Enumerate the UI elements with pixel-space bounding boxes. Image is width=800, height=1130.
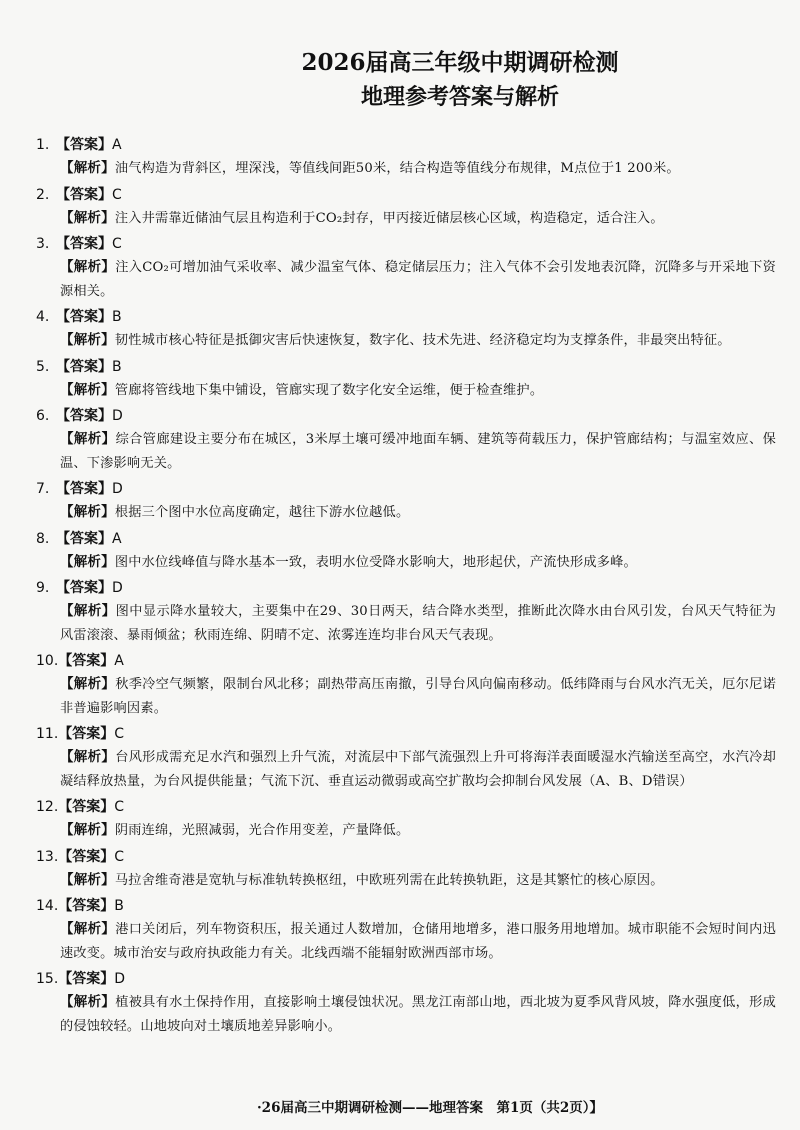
answer-value: B <box>112 358 122 375</box>
answer-line <box>36 528 776 551</box>
answer-line <box>36 846 776 869</box>
analysis-text <box>60 256 776 303</box>
analysis-label: 【解析】 <box>60 603 116 619</box>
answer-label: 【答案】 <box>58 898 115 914</box>
answer-item <box>36 405 776 475</box>
answer-line <box>36 233 776 256</box>
title-line-2: 地理参考答案与解析 <box>360 84 559 110</box>
analysis-label: 【解析】 <box>60 504 115 520</box>
analysis-body: 港口关闭后，列车物资积压，报关通过人数增加，仓储用地增多，港口服务用地增加。城市职能不会短时间内迅速改变。城市治安与政府执政能力有关。北线西端不能辐射欧洲西部市场。 <box>60 922 776 961</box>
answer-label: 【答案】 <box>56 481 112 497</box>
answer-item <box>36 478 776 525</box>
analysis-text <box>60 869 776 893</box>
answer-list <box>36 134 776 1038</box>
answer-line <box>36 478 776 501</box>
answer-value: C <box>114 799 125 815</box>
answer-value: C <box>112 186 122 203</box>
analysis-body: 图中显示降水量较大，主要集中在29、30日两天，结合降水类型，推断此次降水由台风引发，台风天气特征为风雷滚滚、暴雨倾盆；秋雨连绵、阴晴不定、浓雾连连均非台风天气表现。 <box>60 604 776 643</box>
question-number: 11. <box>36 726 59 742</box>
answer-value: C <box>114 848 125 865</box>
analysis-body: 综合管廊建设主要分布在城区，3米厚土壤可缓冲地面车辆、建筑等荷载压力，保护管廊结构；与温室效应、保温、下渗影响无关。 <box>60 432 776 471</box>
question-number: 3. <box>36 236 50 252</box>
answer-line <box>36 306 776 329</box>
answer-label: 【答案】 <box>58 653 115 669</box>
analysis-body: 秋季冷空气频繁，限制台风北移；副热带高压南撤，引导台风向偏南移动。低纬降雨与台风水汽无关，厄尔尼诺非普遍影响因素。 <box>60 677 776 716</box>
answer-label: 【答案】 <box>58 726 115 742</box>
answer-value: D <box>112 481 123 497</box>
answer-item <box>36 577 776 647</box>
analysis-body: 管廊将管线地下集中铺设，管廊实现了数字化安全运维，便于检查维护。 <box>114 382 544 398</box>
answer-label: 【答案】 <box>56 186 112 203</box>
answer-line <box>36 968 776 991</box>
question-number: 9. <box>36 580 50 596</box>
answer-line <box>36 650 776 673</box>
analysis-text <box>60 673 776 720</box>
analysis-text <box>60 600 776 647</box>
answer-item <box>36 233 776 303</box>
title-line-1: 2026届高三年级中期调研检测 <box>301 49 619 76</box>
answer-item <box>36 528 776 575</box>
answer-label: 【答案】 <box>56 309 112 325</box>
answer-value: C <box>114 726 125 742</box>
analysis-body: 根据三个图中水位高度确定，越往下游水位越低。 <box>114 505 410 520</box>
analysis-body: 注入CO₂可增加油气采收率、减少温室气体、稳定储层压力；注入气体不会引发地表沉降，沉降多与开采地下资源相关。 <box>60 260 776 299</box>
answer-label: 【答案】 <box>56 137 112 153</box>
analysis-text <box>60 991 776 1038</box>
analysis-body: 阴雨连绵，光照减弱，光合作用变差，产量降低。 <box>114 823 410 838</box>
answer-value: B <box>112 309 122 325</box>
analysis-label: 【解析】 <box>60 381 115 398</box>
answer-item <box>36 968 776 1038</box>
analysis-body: 植被具有水土保持作用，直接影响土壤侵蚀状况。黑龙江南部山地，西北坡为夏季风背风坡，降水强度低，形成的侵蚀较轻。山地坡向对土壤质地差异影响小。 <box>60 995 776 1034</box>
analysis-label: 【解析】 <box>60 332 115 348</box>
answer-line <box>36 577 776 600</box>
answer-line <box>36 405 776 428</box>
answer-label: 【答案】 <box>58 799 115 815</box>
answer-line <box>36 134 776 157</box>
analysis-label: 【解析】 <box>60 676 116 692</box>
answer-value: B <box>114 898 124 914</box>
answer-label: 【答案】 <box>56 408 112 424</box>
answer-value: A <box>112 137 122 153</box>
question-number: 1. <box>36 137 50 153</box>
answer-item <box>36 723 776 793</box>
analysis-label: 【解析】 <box>60 431 116 447</box>
question-number: 6. <box>36 408 50 424</box>
analysis-label: 【解析】 <box>60 160 115 176</box>
question-number: 12. <box>36 799 59 815</box>
answer-item <box>36 796 776 843</box>
question-number: 14. <box>36 898 59 914</box>
answer-label: 【答案】 <box>58 848 115 865</box>
answer-item <box>36 846 776 893</box>
analysis-text <box>60 207 776 231</box>
analysis-text <box>60 329 776 353</box>
answer-value: D <box>112 408 123 424</box>
question-number: 8. <box>36 530 50 547</box>
analysis-label: 【解析】 <box>60 921 116 937</box>
answer-label: 【答案】 <box>58 971 115 987</box>
analysis-text <box>60 746 776 793</box>
analysis-label: 【解析】 <box>60 994 116 1010</box>
analysis-label: 【解析】 <box>60 209 115 226</box>
page-footer: ·26届高三中期调研检测——地理答案 第1页（共2页）】 <box>256 1100 604 1116</box>
answer-item <box>36 356 776 403</box>
answer-value: A <box>114 653 124 669</box>
analysis-body: 油气构造为背斜区，埋深浅，等值线间距50米，结合构造等值线分布规律，M点位于1 200米。 <box>114 161 680 176</box>
analysis-body: 台风形成需充足水汽和强烈上升气流，对流层中下部气流强烈上升可将海洋表面暖湿水汽输送至高空，水汽冷却凝结释放热量，为台风提供能量；气流下沉、垂直运动微弱或高空扩散均会抑制台风发展（A、B、D错误） <box>60 750 776 789</box>
analysis-body: 注入井需靠近储油气层且构造利于CO₂封存，甲丙接近储层核心区域，构造稳定，适合注入。 <box>114 210 664 226</box>
analysis-text <box>60 379 776 403</box>
answer-item <box>36 184 776 231</box>
question-number: 7. <box>36 481 50 497</box>
analysis-label: 【解析】 <box>60 749 116 765</box>
analysis-label: 【解析】 <box>60 871 115 888</box>
analysis-text <box>60 501 776 525</box>
question-number: 4. <box>36 309 50 325</box>
answer-line <box>36 356 776 379</box>
analysis-label: 【解析】 <box>60 822 115 838</box>
analysis-text <box>60 428 776 475</box>
analysis-label: 【解析】 <box>60 553 115 570</box>
answer-line <box>36 796 776 819</box>
analysis-text <box>60 157 776 181</box>
answer-value: D <box>112 580 123 596</box>
answer-item <box>36 650 776 720</box>
question-number: 2. <box>36 186 50 203</box>
answer-label: 【答案】 <box>56 236 112 252</box>
question-number: 10. <box>36 653 59 669</box>
question-number: 15. <box>36 971 59 987</box>
answer-label: 【答案】 <box>56 530 112 547</box>
analysis-text <box>60 551 776 575</box>
answer-line <box>36 184 776 207</box>
answer-label: 【答案】 <box>56 358 112 375</box>
answer-item <box>36 134 776 181</box>
analysis-text <box>60 819 776 843</box>
answer-item <box>36 306 776 353</box>
answer-item <box>36 895 776 965</box>
question-number: 5. <box>36 358 50 375</box>
question-number: 13. <box>36 848 59 865</box>
answer-value: D <box>114 971 126 987</box>
answer-line <box>36 723 776 746</box>
analysis-body: 马拉舍维奇港是宽轨与标准轨转换枢纽，中欧班列需在此转换轨距，这是其繁忙的核心原因。 <box>114 872 664 888</box>
analysis-body: 图中水位线峰值与降水基本一致，表明水位受降水影响大，地形起伏，产流快形成多峰。 <box>114 554 637 570</box>
analysis-body: 韧性城市核心特征是抵御灾害后快速恢复，数字化、技术先进、经济稳定均为支撑条件，非最突出特征。 <box>114 333 731 348</box>
analysis-text <box>60 918 776 965</box>
answer-line <box>36 895 776 918</box>
answer-value: A <box>112 530 122 547</box>
analysis-label: 【解析】 <box>60 259 116 275</box>
answer-label: 【答案】 <box>56 580 112 596</box>
answer-value: C <box>112 236 122 252</box>
